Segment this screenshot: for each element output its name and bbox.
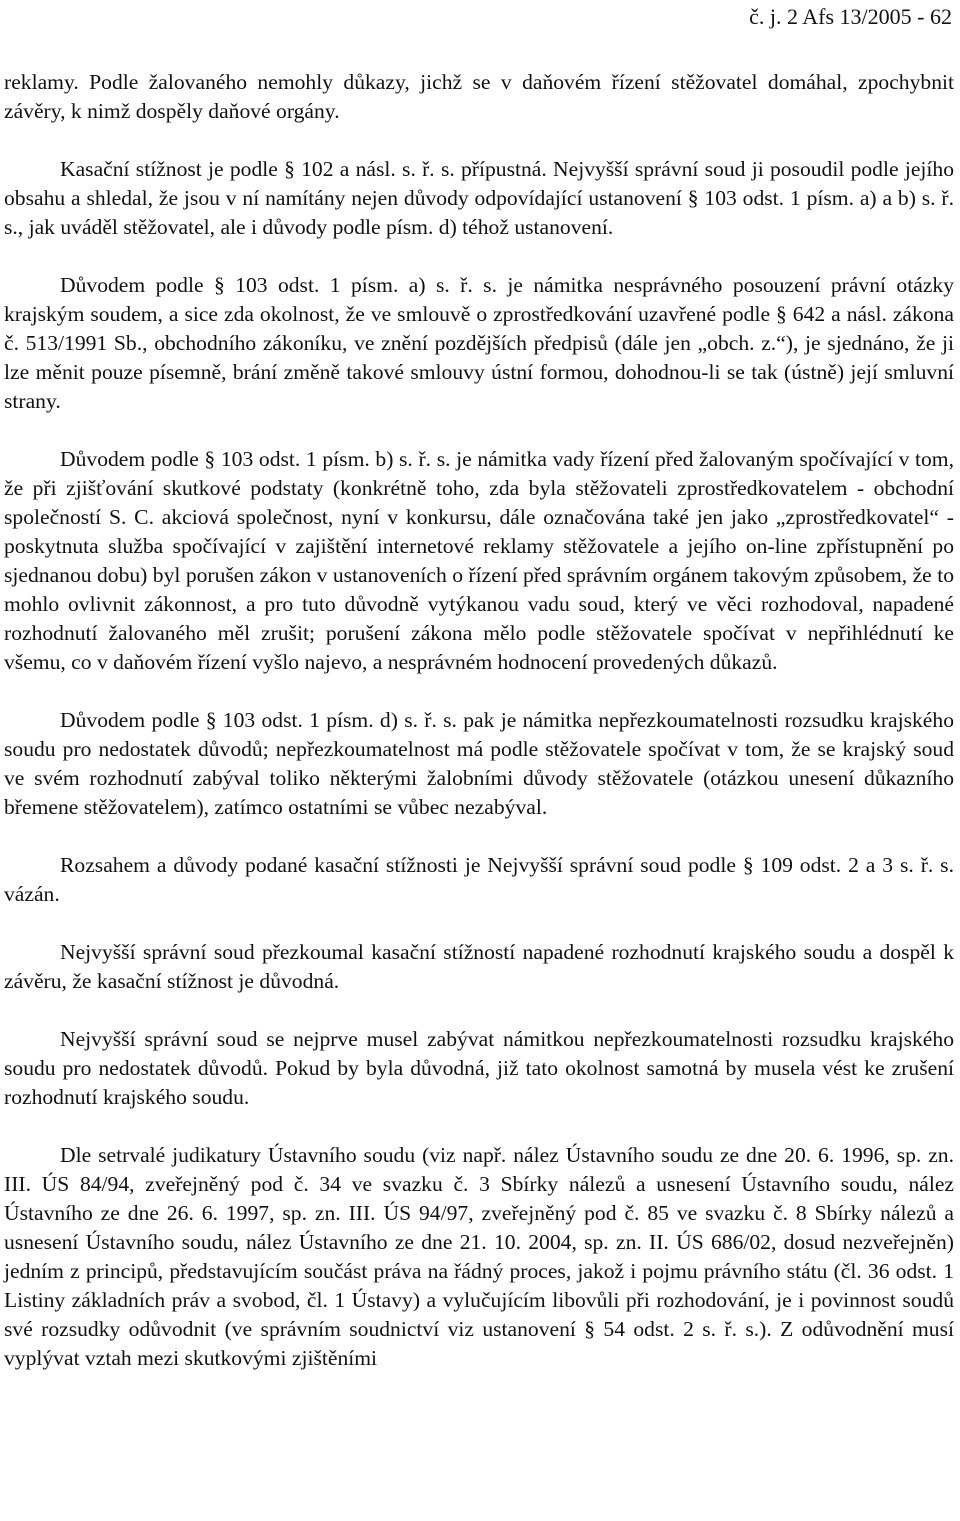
paragraph-continuation: reklamy. Podle žalovaného nemohly důkazy, jichž se v daňovém řízení stěžovatel domáhal, zpochybnit závěry, k nimž dospěly daňové orgány. — [4, 70, 954, 123]
paragraph-ground-b: Důvodem podle § 103 odst. 1 písm. b) s. ř. s. je námitka vady řízení před žalovaným spočívající v tom, že při zjišťování skutkové podstaty (konkrétně toho, zda byla stěžovateli zprostředkovatelem - obchodní společností S. C. akciová společnost, nyní v konkursu, dále označována také jen jako „zprostředkovatel“ - poskytnuta služba spočívající v zajištění internetové reklamy stěžovatele a jejího on-line zpřístupnění po sjednanou dobu) byl porušen zákon v ustanoveních o řízení před správním orgánem takovým způsobem, že to mohlo ovlivnit zákonnost, a pro tuto důvodně vytýkanou vadu soud, který ve věci rozhodoval, napadené rozhodnutí žalovaného měl zrušit; porušení zákona mělo podle stěžovatele spočívat v nepřihlédnutí ke všemu, co v daňovém řízení vyšlo najevo, a nesprávném hodnocení provedených důkazů. — [4, 447, 954, 674]
case-reference: č. j. 2 Afs 13/2005 - 62 — [749, 4, 952, 29]
paragraph-case-law: Dle setrvalé judikatury Ústavního soudu (viz např. nález Ústavního soudu ze dne 20. 6. 1996, sp. zn. III. ÚS 84/94, zveřejněný pod č. 34 ve svazku č. 3 Sbírky nálezů a usnesení Ústavního soudu, nález Ústavního ze dne 26. 6. 1997, sp. zn. III. ÚS 94/97, zveřejněný pod č. 85 ve svazku č. 8 Sbírky nálezů a usnesení Ústavního soudu, nález Ústavního ze dne 21. 10. 2004, sp. zn. II. ÚS 686/02, dosud nezveřejněn) jedním z principů, představujícím součást práva na řádný proces, jakož i pojmu právního státu (čl. 36 odst. 1 Listiny základních práv a svobod, čl. 1 Ústavy) a vylučujícím libovůli při rozhodování, je i povinnost soudů své rozsudky odůvodnit (ve správním soudnictví viz ustanovení § 54 odst. 2 s. ř. s.). Z odůvodnění musí vyplývat vztah mezi skutkovými zjištěními — [4, 1143, 954, 1370]
paragraph-ground-a: Důvodem podle § 103 odst. 1 písm. a) s. ř. s. je námitka nesprávného posouzení právní otázky krajským soudem, a sice zda okolnost, že ve smlouvě o zprostředkování uzavřené podle § 642 a násl. zákona č. 513/1991 Sb., obchodního zákoníku, ve znění pozdějších předpisů (dále jen „obch. z.“), je sjednáno, že ji lze měnit pouze písemně, brání změně takové smlouvy ústní formou, dohodnou-li se tak (ústně) její smluvní strany. — [4, 273, 954, 413]
document-body — [4, 68, 954, 1373]
paragraph-ground-d: Důvodem podle § 103 odst. 1 písm. d) s. ř. s. pak je námitka nepřezkoumatelnosti rozsudku krajského soudu pro nedostatek důvodů; nepřezkoumatelnost má podle stěžovatele spočívat v tom, že se krajský soud ve svém rozhodnutí zabýval toliko některými žalobními důvody stěžovatele (otázkou unesení důkazního břemene stěžovatelem), zatímco ostatními se vůbec nezabýval. — [4, 708, 954, 819]
paragraph-conclusion: Nejvyšší správní soud přezkoumal kasační stížností napadené rozhodnutí krajského soudu a dospěl k závěru, že kasační stížnost je důvodná. — [4, 940, 954, 993]
paragraph-scope: Rozsahem a důvody podané kasační stížnosti je Nejvyšší správní soud podle § 109 odst. 2 a 3 s. ř. s. vázán. — [4, 853, 954, 906]
paragraph-reviewability: Nejvyšší správní soud se nejprve musel zabývat námitkou nepřezkoumatelnosti rozsudku krajského soudu pro nedostatek důvodů. Pokud by byla důvodná, již tato okolnost samotná by musela vést ke zrušení rozhodnutí krajského soudu. — [4, 1027, 954, 1109]
paragraph-admissibility: Kasační stížnost je podle § 102 a násl. s. ř. s. přípustná. Nejvyšší správní soud ji posoudil podle jejího obsahu a shledal, že jsou v ní namítány nejen důvody odpovídající ustanovení § 103 odst. 1 písm. a) a b) s. ř. s., jak uváděl stěžovatel, ale i důvody podle písm. d) téhož ustanovení. — [4, 157, 954, 239]
